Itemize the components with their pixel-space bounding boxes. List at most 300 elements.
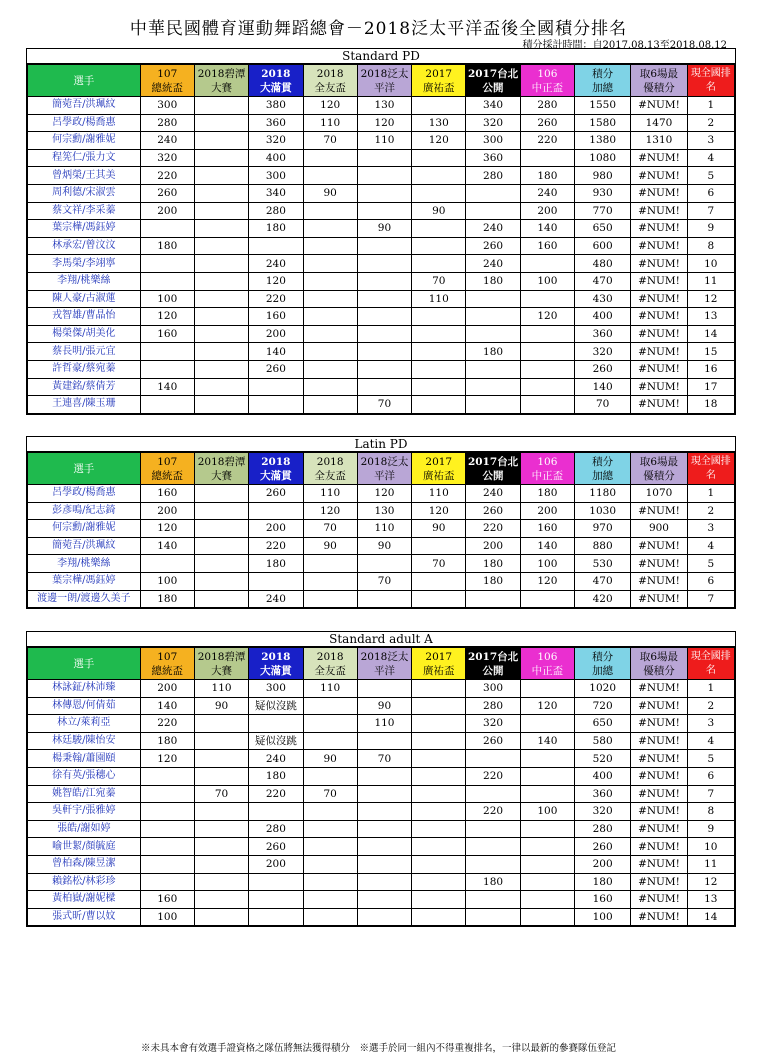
score-cell: 260	[249, 485, 303, 503]
score-cell	[194, 767, 248, 785]
score-cell: 320	[249, 132, 303, 150]
score-cell: 100	[520, 803, 574, 821]
best-cell: #NUM!	[631, 803, 687, 821]
score-cell: 120	[520, 308, 574, 326]
score-cell: 110	[194, 680, 248, 698]
score-cell	[249, 502, 303, 520]
score-cell	[466, 290, 520, 308]
rank-cell: 1	[687, 97, 734, 115]
score-cell	[357, 360, 411, 378]
player-name-cell: 許哲豪/蔡宛蓁	[28, 360, 141, 378]
header-row	[28, 453, 735, 485]
rank-cell: 18	[687, 396, 734, 414]
score-cell: 340	[466, 97, 520, 115]
header-rank	[687, 65, 734, 97]
best-cell: 1070	[631, 485, 687, 503]
score-cell	[520, 325, 574, 343]
score-cell: 260	[140, 184, 194, 202]
player-name-cell: 徐有英/張穗心	[28, 767, 141, 785]
score-cell: 70	[412, 555, 466, 573]
score-cell: 90	[194, 697, 248, 715]
total-cell: 520	[575, 750, 631, 768]
score-cell	[194, 325, 248, 343]
score-cell	[303, 378, 357, 396]
header-event	[249, 65, 303, 97]
header-event-line2: 平洋	[373, 81, 395, 94]
player-name-cell: 張式昕/曹以妏	[28, 908, 141, 926]
table-row	[28, 820, 735, 838]
best-cell: #NUM!	[631, 220, 687, 238]
table-row	[28, 767, 735, 785]
score-cell: 240	[249, 750, 303, 768]
score-cell	[194, 485, 248, 503]
score-cell: 200	[466, 537, 520, 555]
header-event	[194, 453, 248, 485]
score-cell: 140	[140, 537, 194, 555]
header-best-line2: 優積分	[643, 664, 675, 677]
score-cell	[249, 572, 303, 590]
best-cell: #NUM!	[631, 184, 687, 202]
score-cell: 400	[249, 149, 303, 167]
score-cell: 280	[140, 114, 194, 132]
header-event-line2: 大賽	[211, 664, 233, 677]
score-cell: 90	[412, 202, 466, 220]
score-cell	[303, 396, 357, 414]
best-cell: #NUM!	[631, 855, 687, 873]
score-cell: 130	[412, 114, 466, 132]
player-name-cell: 李翔/桃樂絲	[28, 272, 141, 290]
score-cell: 240	[520, 184, 574, 202]
player-name-cell: 林廷駿/陳怡安	[28, 732, 141, 750]
best-cell: #NUM!	[631, 767, 687, 785]
score-cell: 130	[357, 502, 411, 520]
score-cell	[357, 255, 411, 273]
score-cell: 280	[249, 202, 303, 220]
ranking-table	[27, 452, 735, 608]
table-row	[28, 485, 735, 503]
rank-cell: 4	[687, 149, 734, 167]
header-total-line1: 積分	[592, 67, 614, 80]
header-event-line1: 2017	[425, 455, 453, 468]
header-event-line1: 2018碧潭	[197, 650, 246, 663]
rank-cell: 11	[687, 272, 734, 290]
score-cell	[194, 237, 248, 255]
score-cell: 90	[357, 220, 411, 238]
score-cell	[194, 555, 248, 573]
score-cell	[357, 908, 411, 926]
score-cell	[303, 803, 357, 821]
score-cell: 200	[140, 502, 194, 520]
score-cell	[412, 803, 466, 821]
score-cell: 240	[249, 590, 303, 608]
score-cell	[194, 255, 248, 273]
score-cell: 220	[466, 803, 520, 821]
header-event-line1: 2018泛太	[360, 650, 409, 663]
best-cell: 1470	[631, 114, 687, 132]
score-cell: 220	[140, 167, 194, 185]
header-event	[140, 65, 194, 97]
best-cell: #NUM!	[631, 325, 687, 343]
header-event-line2: 平洋	[373, 469, 395, 482]
header-event-line2: 公開	[482, 469, 504, 482]
table-row	[28, 220, 735, 238]
rank-cell: 2	[687, 502, 734, 520]
score-cell	[303, 555, 357, 573]
best-cell: #NUM!	[631, 732, 687, 750]
score-cell: 90	[412, 520, 466, 538]
header-event	[520, 648, 574, 680]
player-name-cell: 曾炳榮/王其美	[28, 167, 141, 185]
score-cell	[412, 590, 466, 608]
score-cell	[249, 237, 303, 255]
score-cell: 300	[249, 167, 303, 185]
rank-cell: 2	[687, 114, 734, 132]
score-cell	[412, 537, 466, 555]
score-cell	[520, 378, 574, 396]
rank-cell: 2	[687, 697, 734, 715]
table-row	[28, 202, 735, 220]
score-cell	[412, 785, 466, 803]
score-cell	[357, 873, 411, 891]
header-player: 選手	[28, 65, 141, 97]
rank-cell: 13	[687, 308, 734, 326]
score-cell: 380	[249, 97, 303, 115]
score-cell: 220	[140, 715, 194, 733]
rank-cell: 14	[687, 325, 734, 343]
score-cell: 70	[194, 785, 248, 803]
header-event	[140, 453, 194, 485]
player-name-cell: 賴銘松/林彩珍	[28, 873, 141, 891]
score-cell	[357, 290, 411, 308]
header-event-line1: 107	[157, 455, 178, 468]
score-cell	[303, 590, 357, 608]
header-rank-line2: 名	[705, 664, 716, 676]
header-event-line2: 全友盃	[314, 664, 346, 677]
header-event-line2: 總統盃	[151, 664, 184, 677]
header-player: 選手	[28, 453, 141, 485]
score-cell	[412, 750, 466, 768]
header-event	[303, 453, 357, 485]
total-cell: 770	[575, 202, 631, 220]
score-cell	[466, 590, 520, 608]
total-cell: 260	[575, 838, 631, 856]
player-name-cell: 何宗勳/謝雅妮	[28, 132, 141, 150]
score-cell	[140, 396, 194, 414]
best-cell: #NUM!	[631, 891, 687, 909]
table-row	[28, 308, 735, 326]
player-name-cell: 林傳恩/何倩茹	[28, 697, 141, 715]
score-cell	[412, 184, 466, 202]
score-cell	[466, 378, 520, 396]
score-cell	[194, 820, 248, 838]
rank-cell: 10	[687, 838, 734, 856]
score-cell: 90	[357, 537, 411, 555]
header-event-line2: 全友盃	[314, 81, 346, 94]
score-cell	[466, 891, 520, 909]
table-row	[28, 891, 735, 909]
score-cell	[357, 680, 411, 698]
score-cell	[194, 715, 248, 733]
total-cell: 720	[575, 697, 631, 715]
score-cell	[194, 537, 248, 555]
best-cell: #NUM!	[631, 378, 687, 396]
best-cell: #NUM!	[631, 149, 687, 167]
rank-cell: 13	[687, 891, 734, 909]
total-cell: 140	[575, 378, 631, 396]
rank-cell: 12	[687, 873, 734, 891]
score-cell: 240	[466, 220, 520, 238]
total-cell: 930	[575, 184, 631, 202]
score-cell: 320	[466, 715, 520, 733]
rank-cell: 1	[687, 680, 734, 698]
header-total-line1: 積分	[592, 650, 614, 663]
score-cell: 220	[466, 520, 520, 538]
score-cell	[303, 873, 357, 891]
score-cell	[249, 378, 303, 396]
score-cell: 140	[520, 537, 574, 555]
score-cell: 220	[466, 767, 520, 785]
score-cell: 280	[520, 97, 574, 115]
score-cell: 疑似沒跳	[249, 732, 303, 750]
score-cell	[249, 715, 303, 733]
header-event-line2: 中正盃	[531, 81, 564, 94]
total-cell: 650	[575, 715, 631, 733]
score-cell	[194, 873, 248, 891]
rank-cell: 9	[687, 220, 734, 238]
rank-cell: 5	[687, 167, 734, 185]
header-total	[575, 65, 631, 97]
rank-cell: 12	[687, 290, 734, 308]
header-event-line1: 2017台北	[467, 455, 519, 468]
score-cell	[357, 555, 411, 573]
score-cell: 160	[520, 237, 574, 255]
score-cell: 70	[303, 520, 357, 538]
score-cell: 180	[466, 555, 520, 573]
score-cell	[520, 680, 574, 698]
table-row	[28, 520, 735, 538]
total-cell: 70	[575, 396, 631, 414]
score-cell: 360	[249, 114, 303, 132]
rank-cell: 4	[687, 732, 734, 750]
score-cell: 180	[140, 237, 194, 255]
score-cell: 70	[357, 396, 411, 414]
score-cell: 100	[140, 908, 194, 926]
score-cell: 疑似沒跳	[249, 697, 303, 715]
header-event-line2: 廣祐盃	[423, 664, 455, 677]
score-cell: 340	[249, 184, 303, 202]
rank-cell: 7	[687, 590, 734, 608]
rank-cell: 3	[687, 132, 734, 150]
score-cell: 90	[303, 750, 357, 768]
score-cell	[303, 360, 357, 378]
header-best-line2: 優積分	[643, 81, 675, 94]
player-name-cell: 陳人豪/古淑蓮	[28, 290, 141, 308]
score-cell	[303, 255, 357, 273]
player-name-cell: 呂學政/楊喬惠	[28, 114, 141, 132]
header-rank-line1: 現全國排	[690, 650, 731, 662]
score-cell: 120	[520, 697, 574, 715]
header-event	[140, 648, 194, 680]
player-name-cell: 呂學政/楊喬惠	[28, 485, 141, 503]
total-cell: 1550	[575, 97, 631, 115]
player-name-cell: 蔡長明/張元宜	[28, 343, 141, 361]
table-row	[28, 590, 735, 608]
table-row	[28, 396, 735, 414]
score-cell	[412, 167, 466, 185]
score-cell	[520, 343, 574, 361]
score-cell	[194, 290, 248, 308]
header-event-line2: 大賽	[211, 81, 233, 94]
score-cell	[520, 715, 574, 733]
score-cell: 110	[357, 520, 411, 538]
score-cell	[412, 697, 466, 715]
score-cell: 120	[303, 97, 357, 115]
player-name-cell: 姚智皓/江宛蓁	[28, 785, 141, 803]
best-cell: #NUM!	[631, 590, 687, 608]
score-cell: 140	[520, 732, 574, 750]
header-event-line2: 平洋	[373, 664, 395, 677]
score-cell	[140, 873, 194, 891]
score-cell: 90	[303, 537, 357, 555]
score-cell	[466, 838, 520, 856]
score-cell: 220	[249, 785, 303, 803]
score-cell	[412, 360, 466, 378]
header-player: 選手	[28, 648, 141, 680]
score-cell	[194, 732, 248, 750]
score-cell: 140	[249, 343, 303, 361]
score-cell	[303, 202, 357, 220]
score-cell	[140, 555, 194, 573]
score-cell	[303, 572, 357, 590]
section-standard-pd	[26, 48, 736, 415]
score-cell: 100	[520, 272, 574, 290]
table-row	[28, 343, 735, 361]
score-cell	[249, 396, 303, 414]
header-event-line2: 大滿貫	[260, 664, 292, 677]
best-cell: #NUM!	[631, 572, 687, 590]
score-cell: 220	[520, 132, 574, 150]
score-cell	[249, 908, 303, 926]
header-event-line2: 總統盃	[151, 81, 184, 94]
rank-cell: 3	[687, 520, 734, 538]
table-row	[28, 873, 735, 891]
table-row	[28, 572, 735, 590]
score-cell	[303, 272, 357, 290]
score-cell: 260	[466, 237, 520, 255]
total-cell: 880	[575, 537, 631, 555]
best-cell: #NUM!	[631, 838, 687, 856]
total-cell: 580	[575, 732, 631, 750]
header-event-line2: 全友盃	[314, 469, 346, 482]
score-cell	[412, 820, 466, 838]
table-row	[28, 732, 735, 750]
score-cell	[194, 132, 248, 150]
player-name-cell: 王連喜/陳玉珊	[28, 396, 141, 414]
header-event	[357, 453, 411, 485]
total-cell: 1020	[575, 680, 631, 698]
header-event-line1: 2018	[261, 67, 291, 80]
score-cell	[303, 220, 357, 238]
score-cell: 70	[357, 750, 411, 768]
score-cell: 100	[140, 572, 194, 590]
header-event-line1: 2018泛太	[360, 67, 409, 80]
score-cell	[194, 855, 248, 873]
rank-cell: 5	[687, 750, 734, 768]
score-cell	[249, 803, 303, 821]
score-cell: 70	[412, 272, 466, 290]
score-cell	[194, 396, 248, 414]
rank-cell: 15	[687, 343, 734, 361]
total-cell: 180	[575, 873, 631, 891]
rank-cell: 7	[687, 202, 734, 220]
header-event-line2: 大滿貫	[260, 469, 292, 482]
score-cell	[412, 308, 466, 326]
best-cell: #NUM!	[631, 715, 687, 733]
header-event	[194, 65, 248, 97]
header-event-line1: 107	[157, 650, 178, 663]
score-cell	[466, 750, 520, 768]
score-cell	[466, 785, 520, 803]
player-name-cell: 渡邊一朗/渡邊久美子	[28, 590, 141, 608]
score-cell: 280	[249, 820, 303, 838]
total-cell: 470	[575, 572, 631, 590]
best-cell: #NUM!	[631, 502, 687, 520]
header-event-line1: 2018	[261, 650, 291, 663]
rank-cell: 7	[687, 785, 734, 803]
table-row	[28, 290, 735, 308]
player-name-cell: 葉宗樺/馮鈺婷	[28, 220, 141, 238]
total-cell: 480	[575, 255, 631, 273]
rank-cell: 3	[687, 715, 734, 733]
player-name-cell: 李馬榮/李翊寧	[28, 255, 141, 273]
best-cell: #NUM!	[631, 555, 687, 573]
player-name-cell: 林立/萊莉亞	[28, 715, 141, 733]
rank-cell: 4	[687, 537, 734, 555]
score-cell	[357, 820, 411, 838]
header-event-line1: 2018	[316, 455, 344, 468]
rank-cell: 10	[687, 255, 734, 273]
total-cell: 360	[575, 325, 631, 343]
player-name-cell: 李翔/桃樂絲	[28, 555, 141, 573]
rank-cell: 9	[687, 820, 734, 838]
header-event	[303, 65, 357, 97]
section-title: Standard PD	[27, 49, 735, 64]
best-cell: #NUM!	[631, 167, 687, 185]
player-name-cell: 曾柏森/陳昱潔	[28, 855, 141, 873]
score-cell	[140, 360, 194, 378]
rank-cell: 16	[687, 360, 734, 378]
table-row	[28, 838, 735, 856]
score-cell	[520, 590, 574, 608]
header-event	[249, 648, 303, 680]
total-cell: 320	[575, 343, 631, 361]
score-cell	[194, 803, 248, 821]
total-cell: 1580	[575, 114, 631, 132]
score-cell	[194, 908, 248, 926]
header-event-line1: 2017台北	[467, 67, 519, 80]
score-cell: 120	[357, 114, 411, 132]
score-cell	[194, 272, 248, 290]
rank-cell: 6	[687, 572, 734, 590]
header-event	[466, 65, 520, 97]
score-cell	[140, 803, 194, 821]
best-cell: #NUM!	[631, 820, 687, 838]
score-cell: 110	[357, 715, 411, 733]
header-rank-line1: 現全國排	[690, 455, 731, 467]
score-cell	[194, 502, 248, 520]
rank-cell: 17	[687, 378, 734, 396]
header-event-line1: 2018泛太	[360, 455, 409, 468]
